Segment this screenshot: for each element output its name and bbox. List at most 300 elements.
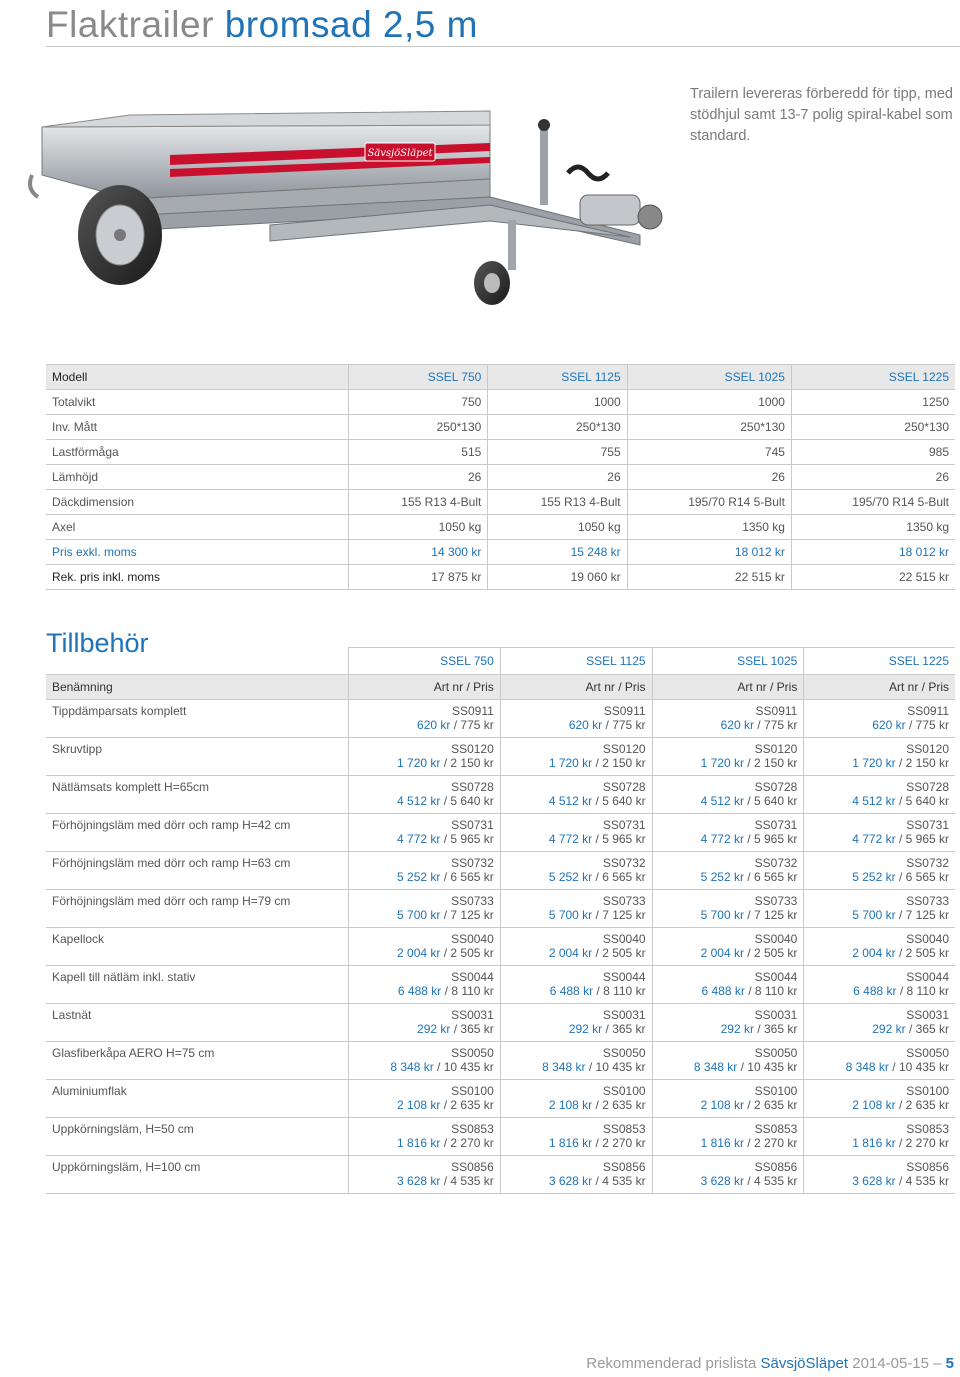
spec-cell: Axel — [46, 515, 349, 540]
accessory-art-price — [804, 890, 955, 928]
footer-date: 2014-05-15 — [852, 1355, 929, 1372]
price-separator: / — [747, 946, 751, 960]
price-incl: 7 125 kr — [450, 908, 494, 922]
price-pair — [659, 718, 798, 732]
art-number: SS0853 — [906, 1122, 949, 1136]
spec-cell: 195/70 R14 5-Bult — [791, 490, 955, 515]
price-pair — [355, 1136, 494, 1150]
spec-cell: 22 515 kr — [627, 565, 791, 590]
accessory-name: Lastnät — [46, 1004, 349, 1042]
accessory-name: Förhöjningsläm med dörr och ramp H=79 cm — [46, 890, 349, 928]
price-incl: 2 150 kr — [905, 756, 949, 770]
price-incl: 2 635 kr — [450, 1098, 494, 1112]
spec-cell: 26 — [627, 465, 791, 490]
spec-cell: 1000 — [627, 390, 791, 415]
price-excl: 620 kr — [872, 718, 906, 732]
art-number: SS0050 — [754, 1046, 798, 1060]
price-pair — [659, 832, 798, 846]
price-excl: 6 488 kr — [397, 984, 442, 998]
accessory-art-price — [804, 814, 955, 852]
spec-cell: Totalvikt — [46, 390, 349, 415]
price-excl: 620 kr — [720, 718, 754, 732]
price-separator: / — [898, 946, 903, 960]
accessory-art-price — [349, 1042, 501, 1080]
spec-cell: 17 875 kr — [349, 565, 488, 590]
price-separator: / — [757, 1022, 761, 1036]
accessory-row — [46, 1118, 955, 1156]
spec-cell: 18 012 kr — [627, 540, 791, 565]
footer-dash: – — [933, 1355, 942, 1372]
art-number: SS0731 — [906, 818, 949, 832]
price-excl: 5 252 kr — [852, 870, 896, 884]
price-pair — [810, 908, 949, 922]
spec-row — [46, 465, 955, 490]
price-pair — [355, 1060, 494, 1074]
price-pair — [810, 1174, 949, 1188]
price-excl: 8 348 kr — [845, 1060, 889, 1074]
price-separator: / — [595, 794, 599, 808]
price-separator: / — [898, 756, 903, 770]
intro-text: Trailern levereras förberedd för tipp, med stödhjul samt 13-7 polig spiral-kabel som standard. — [690, 86, 953, 144]
art-number: SS0733 — [602, 894, 646, 908]
price-incl: 7 125 kr — [753, 908, 798, 922]
accessory-art-price — [349, 700, 501, 738]
spec-cell: 26 — [349, 465, 488, 490]
price-separator: / — [443, 794, 448, 808]
art-number: SS0732 — [906, 856, 949, 870]
spec-cell: 250*130 — [488, 415, 627, 440]
art-number: SS0044 — [451, 970, 494, 984]
price-excl: 2 004 kr — [548, 946, 593, 960]
accessory-art-price — [500, 1118, 652, 1156]
accessory-art-price — [652, 1080, 804, 1118]
price-separator: / — [588, 1060, 593, 1074]
price-incl: 5 640 kr — [753, 794, 798, 808]
price-incl: 2 270 kr — [905, 1136, 949, 1150]
price-incl: 365 kr — [612, 1022, 646, 1036]
accessory-name: Förhöjningsläm med dörr och ramp H=42 cm — [46, 814, 349, 852]
price-excl: 2 108 kr — [397, 1098, 441, 1112]
price-pair — [507, 908, 646, 922]
accessory-art-price — [349, 966, 501, 1004]
price-excl: 4 512 kr — [548, 794, 593, 808]
price-pair — [659, 908, 798, 922]
accessory-art-price — [349, 1118, 501, 1156]
art-number: SS0732 — [602, 856, 646, 870]
price-incl: 5 965 kr — [602, 832, 646, 846]
price-excl: 6 488 kr — [549, 984, 594, 998]
price-excl: 292 kr — [568, 1022, 603, 1036]
price-incl: 2 505 kr — [602, 946, 646, 960]
accessory-art-price — [652, 776, 804, 814]
accessories-body — [46, 700, 955, 1194]
accessory-art-price — [652, 1156, 804, 1194]
price-excl: 3 628 kr — [700, 1174, 744, 1188]
accessory-name: Förhöjningsläm med dörr och ramp H=63 cm — [46, 852, 349, 890]
price-pair — [507, 984, 646, 998]
price-pair — [355, 908, 494, 922]
price-incl: 2 505 kr — [905, 946, 949, 960]
art-number: SS0031 — [754, 1008, 798, 1022]
accessory-name: Uppkörningsläm, H=100 cm — [46, 1156, 349, 1194]
spec-cell: Lastförmåga — [46, 440, 349, 465]
art-number: SS0728 — [906, 780, 949, 794]
accessory-art-price — [804, 852, 955, 890]
accessory-art-price — [652, 1118, 804, 1156]
price-pair — [810, 718, 949, 732]
accessories-models-spacer — [46, 648, 349, 675]
art-number: SS0911 — [907, 704, 949, 718]
title-light: Flaktrailer — [46, 4, 214, 45]
price-incl: 4 535 kr — [905, 1174, 949, 1188]
page-title — [46, 4, 478, 46]
price-separator: / — [898, 794, 903, 808]
spec-cell: 19 060 kr — [488, 565, 627, 590]
accessory-name: Kapell till nätläm inkl. stativ — [46, 966, 349, 1004]
price-separator: / — [595, 870, 599, 884]
price-pair — [659, 870, 798, 884]
art-number: SS0040 — [906, 932, 949, 946]
price-pair — [355, 718, 494, 732]
accessory-row — [46, 1156, 955, 1194]
price-incl: 8 110 kr — [906, 984, 949, 998]
price-pair — [659, 1174, 798, 1188]
price-incl: 2 505 kr — [753, 946, 798, 960]
price-incl: 2 150 kr — [753, 756, 798, 770]
accessory-row — [46, 700, 955, 738]
spec-table — [46, 364, 955, 590]
price-separator: / — [443, 946, 448, 960]
price-incl: 775 kr — [612, 718, 646, 732]
price-pair — [659, 756, 798, 770]
spec-cell: 15 248 kr — [488, 540, 627, 565]
art-number: SS0120 — [754, 742, 798, 756]
price-separator: / — [595, 908, 599, 922]
accessory-art-price — [804, 1042, 955, 1080]
accessory-art-price — [500, 890, 652, 928]
accessory-art-price — [652, 700, 804, 738]
price-separator: / — [453, 1022, 458, 1036]
accessory-art-price — [349, 852, 501, 890]
accessory-art-price — [804, 700, 955, 738]
art-number: SS0856 — [754, 1160, 798, 1174]
price-incl: 2 635 kr — [905, 1098, 949, 1112]
accessory-row — [46, 1080, 955, 1118]
price-incl: 4 535 kr — [602, 1174, 646, 1188]
spec-cell: 515 — [349, 440, 488, 465]
price-excl: 2 004 kr — [700, 946, 744, 960]
spec-cell: Rek. pris inkl. moms — [46, 565, 349, 590]
accessories-model-cell: SSEL 1125 — [500, 648, 652, 675]
title-accent: bromsad 2,5 m — [224, 4, 478, 45]
accessory-row — [46, 1042, 955, 1080]
price-pair — [810, 1098, 949, 1112]
price-excl: 6 488 kr — [853, 984, 897, 998]
price-excl: 1 720 kr — [852, 756, 896, 770]
price-incl: 7 125 kr — [602, 908, 646, 922]
art-number: SS0044 — [602, 970, 646, 984]
price-incl: 2 270 kr — [602, 1136, 646, 1150]
accessory-row — [46, 966, 955, 1004]
price-excl: 292 kr — [417, 1022, 451, 1036]
accessory-art-price — [500, 700, 652, 738]
price-excl: 1 816 kr — [852, 1136, 896, 1150]
price-excl: 1 720 kr — [397, 756, 441, 770]
accessory-art-price — [804, 776, 955, 814]
price-incl: 2 635 kr — [602, 1098, 646, 1112]
accessory-art-price — [652, 890, 804, 928]
price-pair — [507, 1060, 646, 1074]
art-number: SS0856 — [451, 1160, 494, 1174]
art-number: SS0732 — [451, 856, 494, 870]
spec-header-row — [46, 365, 955, 390]
price-excl: 3 628 kr — [852, 1174, 896, 1188]
price-incl: 365 kr — [763, 1022, 798, 1036]
price-pair — [659, 1022, 798, 1036]
spec-cell: 250*130 — [791, 415, 955, 440]
title-divider — [46, 46, 960, 47]
spec-cell: 1350 kg — [791, 515, 955, 540]
price-separator: / — [740, 1060, 744, 1074]
price-excl: 5 700 kr — [548, 908, 593, 922]
spec-cell: 155 R13 4-Bult — [349, 490, 488, 515]
accessories-models-row — [46, 648, 955, 675]
art-number: SS0120 — [451, 742, 494, 756]
price-incl: 2 505 kr — [450, 946, 494, 960]
price-separator: / — [757, 718, 761, 732]
spec-row — [46, 415, 955, 440]
price-separator: / — [444, 984, 448, 998]
art-number: SS0044 — [754, 970, 798, 984]
spec-row — [46, 490, 955, 515]
accessory-art-price — [652, 814, 804, 852]
price-separator: / — [605, 1022, 609, 1036]
accessory-row — [46, 738, 955, 776]
spec-cell: 1350 kg — [627, 515, 791, 540]
price-separator: / — [443, 908, 448, 922]
accessory-art-price — [349, 1080, 501, 1118]
price-excl: 620 kr — [568, 718, 603, 732]
price-pair — [659, 1136, 798, 1150]
accessory-art-price — [500, 1156, 652, 1194]
price-pair — [810, 984, 949, 998]
price-incl: 7 125 kr — [905, 908, 949, 922]
price-separator: / — [596, 984, 600, 998]
art-number: SS0856 — [906, 1160, 949, 1174]
price-separator: / — [747, 794, 751, 808]
price-excl: 4 772 kr — [852, 832, 896, 846]
art-number: SS0853 — [602, 1122, 646, 1136]
accessory-art-price — [652, 1042, 804, 1080]
accessories-header-cell: Art nr / Pris — [652, 675, 804, 700]
price-incl: 5 640 kr — [450, 794, 494, 808]
price-pair — [810, 1060, 949, 1074]
spec-cell: 1050 kg — [488, 515, 627, 540]
art-number: SS0040 — [602, 932, 646, 946]
price-pair — [810, 832, 949, 846]
art-number: SS0733 — [906, 894, 949, 908]
price-separator: / — [748, 984, 752, 998]
spec-cell: 745 — [627, 440, 791, 465]
price-excl: 4 772 kr — [397, 832, 441, 846]
art-number: SS0731 — [451, 818, 494, 832]
footer-brand: SävsjöSläpet — [760, 1355, 849, 1372]
price-incl: 10 435 kr — [898, 1060, 949, 1074]
art-number: SS0031 — [906, 1008, 949, 1022]
spec-cell: Lämhöjd — [46, 465, 349, 490]
accessory-name: Skruvtipp — [46, 738, 349, 776]
price-incl: 365 kr — [915, 1022, 949, 1036]
accessory-art-price — [349, 814, 501, 852]
spec-rek-row — [46, 565, 955, 590]
art-number: SS0050 — [451, 1046, 494, 1060]
price-excl: 6 488 kr — [701, 984, 745, 998]
accessory-art-price — [349, 776, 501, 814]
price-pair — [810, 946, 949, 960]
price-incl: 5 965 kr — [753, 832, 798, 846]
price-pair — [507, 718, 646, 732]
price-incl: 5 640 kr — [602, 794, 646, 808]
accessory-name: Kapellock — [46, 928, 349, 966]
price-excl: 3 628 kr — [397, 1174, 441, 1188]
art-number: SS0911 — [603, 704, 646, 718]
page-footer — [586, 1355, 954, 1372]
price-incl: 5 965 kr — [450, 832, 494, 846]
price-incl: 775 kr — [763, 718, 798, 732]
price-incl: 10 435 kr — [443, 1060, 494, 1074]
price-separator: / — [747, 1174, 751, 1188]
price-incl: 4 535 kr — [753, 1174, 798, 1188]
price-separator: / — [898, 870, 903, 884]
price-separator: / — [443, 1136, 448, 1150]
accessories-table — [46, 647, 955, 1194]
accessory-name: Uppkörningsläm, H=50 cm — [46, 1118, 349, 1156]
price-excl: 8 348 kr — [542, 1060, 586, 1074]
price-separator: / — [437, 1060, 441, 1074]
art-number: SS0044 — [906, 970, 949, 984]
art-number: SS0853 — [451, 1122, 494, 1136]
accessories-model-cell: SSEL 750 — [349, 648, 501, 675]
accessory-art-price — [804, 1080, 955, 1118]
price-excl: 2 108 kr — [548, 1098, 593, 1112]
accessory-art-price — [804, 928, 955, 966]
art-number: SS0732 — [754, 856, 798, 870]
spec-header-cell: SSEL 750 — [349, 365, 488, 390]
accessories-model-cell: SSEL 1225 — [804, 648, 955, 675]
spec-cell: 26 — [488, 465, 627, 490]
accessory-art-price — [349, 1004, 501, 1042]
art-number: SS0031 — [451, 1008, 494, 1022]
art-number: SS0728 — [602, 780, 646, 794]
art-number: SS0728 — [451, 780, 494, 794]
spec-cell: 195/70 R14 5-Bult — [627, 490, 791, 515]
price-excl: 5 700 kr — [397, 908, 441, 922]
price-excl: 4 512 kr — [700, 794, 744, 808]
art-number: SS0853 — [754, 1122, 798, 1136]
price-pair — [659, 1060, 798, 1074]
art-number: SS0050 — [906, 1046, 949, 1060]
art-number: SS0911 — [451, 704, 494, 718]
spec-cell: 14 300 kr — [349, 540, 488, 565]
price-separator: / — [908, 718, 913, 732]
price-incl: 6 565 kr — [602, 870, 646, 884]
plate-text: SävsjöSläpet — [367, 148, 433, 159]
art-number: SS0733 — [451, 894, 494, 908]
price-pair — [507, 1098, 646, 1112]
accessory-art-price — [652, 928, 804, 966]
price-pair — [507, 1136, 646, 1150]
spec-cell: 1250 — [791, 390, 955, 415]
spec-cell: 22 515 kr — [791, 565, 955, 590]
art-number: SS0031 — [602, 1008, 646, 1022]
art-number: SS0100 — [906, 1084, 949, 1098]
accessory-row — [46, 776, 955, 814]
spec-cell: 250*130 — [627, 415, 791, 440]
price-incl: 2 270 kr — [753, 1136, 798, 1150]
price-incl: 2 270 kr — [450, 1136, 494, 1150]
price-incl: 8 110 kr — [754, 984, 798, 998]
spec-cell: 985 — [791, 440, 955, 465]
price-separator: / — [899, 984, 904, 998]
price-excl: 2 108 kr — [852, 1098, 896, 1112]
price-separator: / — [595, 756, 599, 770]
price-incl: 2 635 kr — [753, 1098, 798, 1112]
accessory-art-price — [500, 966, 652, 1004]
art-number: SS0050 — [602, 1046, 646, 1060]
price-excl: 292 kr — [872, 1022, 906, 1036]
price-separator: / — [443, 870, 448, 884]
price-separator: / — [605, 718, 609, 732]
spec-header-cell: SSEL 1025 — [627, 365, 791, 390]
accessory-art-price — [500, 1080, 652, 1118]
spec-cell: 250*130 — [349, 415, 488, 440]
price-excl: 292 kr — [720, 1022, 754, 1036]
price-excl: 1 816 kr — [548, 1136, 593, 1150]
price-pair — [659, 794, 798, 808]
price-pair — [355, 756, 494, 770]
accessory-art-price — [500, 852, 652, 890]
price-pair — [355, 870, 494, 884]
price-separator: / — [747, 832, 751, 846]
price-pair — [507, 946, 646, 960]
price-separator: / — [595, 832, 599, 846]
accessories-header-cell: Art nr / Pris — [349, 675, 501, 700]
footer-text: Rekommenderad prislista — [586, 1355, 757, 1372]
art-number: SS0100 — [451, 1084, 494, 1098]
price-incl: 775 kr — [460, 718, 494, 732]
price-incl: 8 110 kr — [451, 984, 494, 998]
price-separator: / — [898, 1136, 903, 1150]
spec-row — [46, 440, 955, 465]
price-incl: 775 kr — [915, 718, 949, 732]
price-excl: 5 252 kr — [548, 870, 593, 884]
price-pair — [659, 984, 798, 998]
price-excl: 8 348 kr — [693, 1060, 738, 1074]
price-separator: / — [595, 1174, 599, 1188]
price-pair — [507, 756, 646, 770]
price-excl: 2 004 kr — [852, 946, 896, 960]
price-separator: / — [892, 1060, 896, 1074]
price-separator: / — [443, 1174, 448, 1188]
accessory-row — [46, 1004, 955, 1042]
price-excl: 5 252 kr — [700, 870, 744, 884]
price-incl: 10 435 kr — [595, 1060, 646, 1074]
art-number: SS0911 — [755, 704, 798, 718]
price-excl: 5 252 kr — [397, 870, 441, 884]
price-separator: / — [595, 946, 599, 960]
accessory-art-price — [652, 1004, 804, 1042]
accessory-art-price — [652, 738, 804, 776]
